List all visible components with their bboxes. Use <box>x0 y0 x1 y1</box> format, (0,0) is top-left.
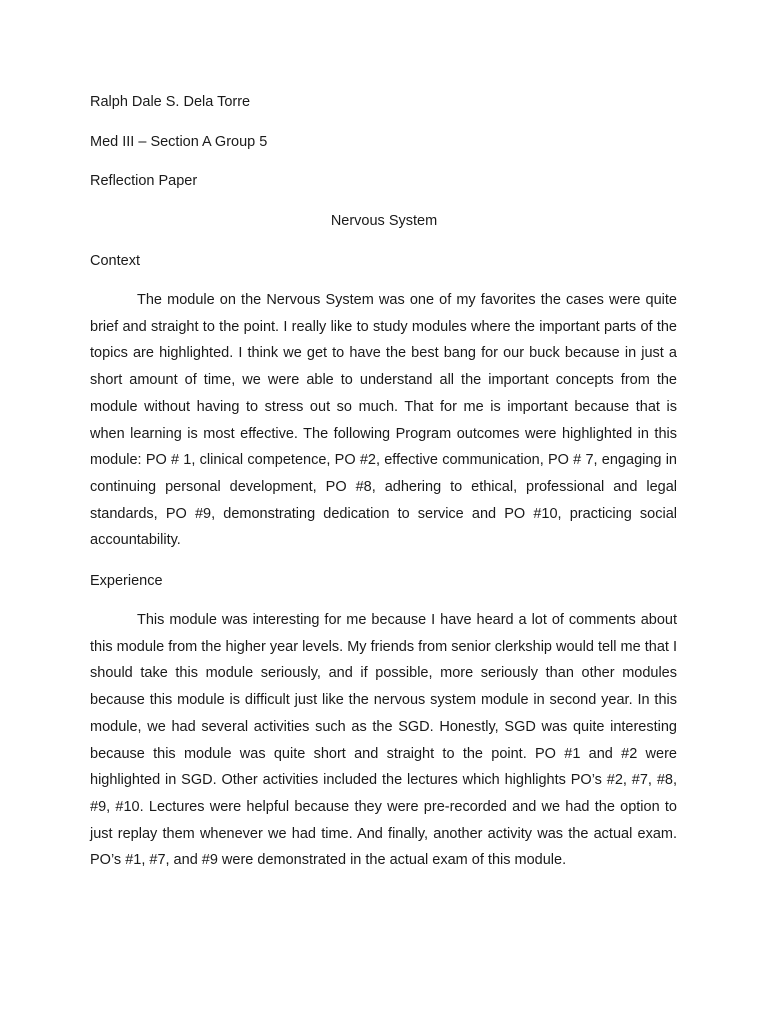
course-section: Med III – Section A Group 5 <box>90 134 268 150</box>
paper-title: Nervous System <box>330 213 438 229</box>
author-name: Ralph Dale S. Dela Torre <box>90 94 251 110</box>
document-type: Reflection Paper <box>90 173 198 189</box>
context-paragraph: The module on the Nervous System was one of my favorites the cases were quite brief and straight to the point. I really like to study modules where the important parts of the topics are highlighted. I think we get to have the best bang for our buck because in just a short amount of time, we were able to understand all the important concepts from the module without having to stress out so much. That for me is important because that is when learning is most effective. The following Program outcomes were highlighted in this module: PO # 1, clinical competence, PO #2, effective communication, PO # 7, engaging in continuing personal development, PO #8, adhering to ethical, professional and legal standards, PO #9, demonstrating dedication to service and PO #10, practicing social accountability. <box>90 292 677 549</box>
section-heading-experience: Experience <box>90 573 163 589</box>
experience-paragraph: This module was interesting for me because I have heard a lot of comments about this module from the higher year levels. My friends from senior clerkship would tell me that I should take this module seriously, and if possible, more seriously than other modules because this module is difficult just like the nervous system module in second year. In this module, we had several activities such as the SGD. Honestly, SGD was quite interesting because this module was quite short and straight to the point. PO #1 and #2 were highlighted in SGD. Other activities included the lectures which highlights PO’s #2, #7, #8, #9, #10. Lectures were helpful because they were pre-recorded and we had the option to just replay them whenever we had time. And finally, another activity was the actual exam. PO’s #1, #7, and #9 were demonstrated in the actual exam of this module. <box>90 612 677 869</box>
section-heading-context: Context <box>90 253 140 269</box>
